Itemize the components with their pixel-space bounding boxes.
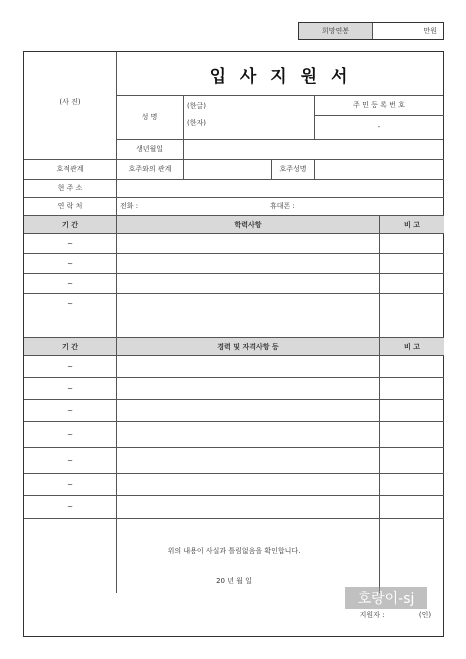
career-row-period[interactable]: ~: [67, 456, 73, 465]
education-row-period[interactable]: ~: [67, 239, 73, 248]
name-label: 성 명: [141, 113, 158, 121]
date-line: 20 년 월 일: [216, 577, 252, 585]
resident-id-field[interactable]: -: [377, 123, 381, 131]
career-row-period[interactable]: ~: [67, 502, 73, 511]
career-row-period[interactable]: ~: [67, 384, 73, 393]
name-hanja-field[interactable]: (한자): [187, 119, 206, 127]
photo-label: (사 진): [59, 98, 81, 106]
seal-mark: (인): [418, 611, 432, 619]
career-row-period[interactable]: ~: [67, 406, 73, 415]
contact-label: 연 락 처: [57, 202, 83, 210]
career-period-header: 기 간: [62, 342, 78, 351]
career-row-period[interactable]: ~: [67, 362, 73, 371]
resident-id-label: 주 민 등 록 번 호: [353, 101, 405, 109]
name-korean-field[interactable]: (한글): [187, 102, 206, 110]
address-label: 현 주 소: [57, 184, 83, 192]
application-form: [23, 51, 444, 637]
confirmation-statement: 위의 내용이 사실과 틀림없음을 확인합니다.: [167, 547, 301, 555]
career-header: 경력 및 자격사항 등: [217, 342, 279, 351]
page-title: 입 사 지 원 서: [209, 66, 352, 87]
desired-salary-label: 희망연봉: [321, 27, 350, 35]
watermark: 호랑이-sj: [345, 587, 427, 609]
career-row-period[interactable]: ~: [67, 430, 73, 439]
phone-label: 전화 :: [120, 202, 139, 210]
education-note-header: 비 고: [404, 220, 420, 229]
desired-salary-unit: 만원: [423, 27, 437, 35]
mobile-label: 휴대폰 :: [270, 202, 295, 210]
head-name-label: 호주성명: [279, 165, 307, 173]
head-relation-label: 호적관계: [56, 165, 84, 173]
desired-salary-box: [298, 22, 444, 40]
education-row-period[interactable]: ~: [67, 259, 73, 268]
education-row-period[interactable]: ~: [67, 279, 73, 288]
career-row-period[interactable]: ~: [67, 480, 73, 489]
education-row-period[interactable]: ~: [67, 299, 73, 308]
birth-label: 생년월일: [135, 145, 164, 153]
applicant-label: 지원자 :: [359, 611, 385, 619]
relation-to-head-label: 호주와의 관계: [128, 165, 172, 173]
education-period-header: 기 간: [62, 220, 78, 229]
career-note-header: 비 고: [404, 342, 420, 351]
education-header: 학력사항: [234, 220, 262, 229]
